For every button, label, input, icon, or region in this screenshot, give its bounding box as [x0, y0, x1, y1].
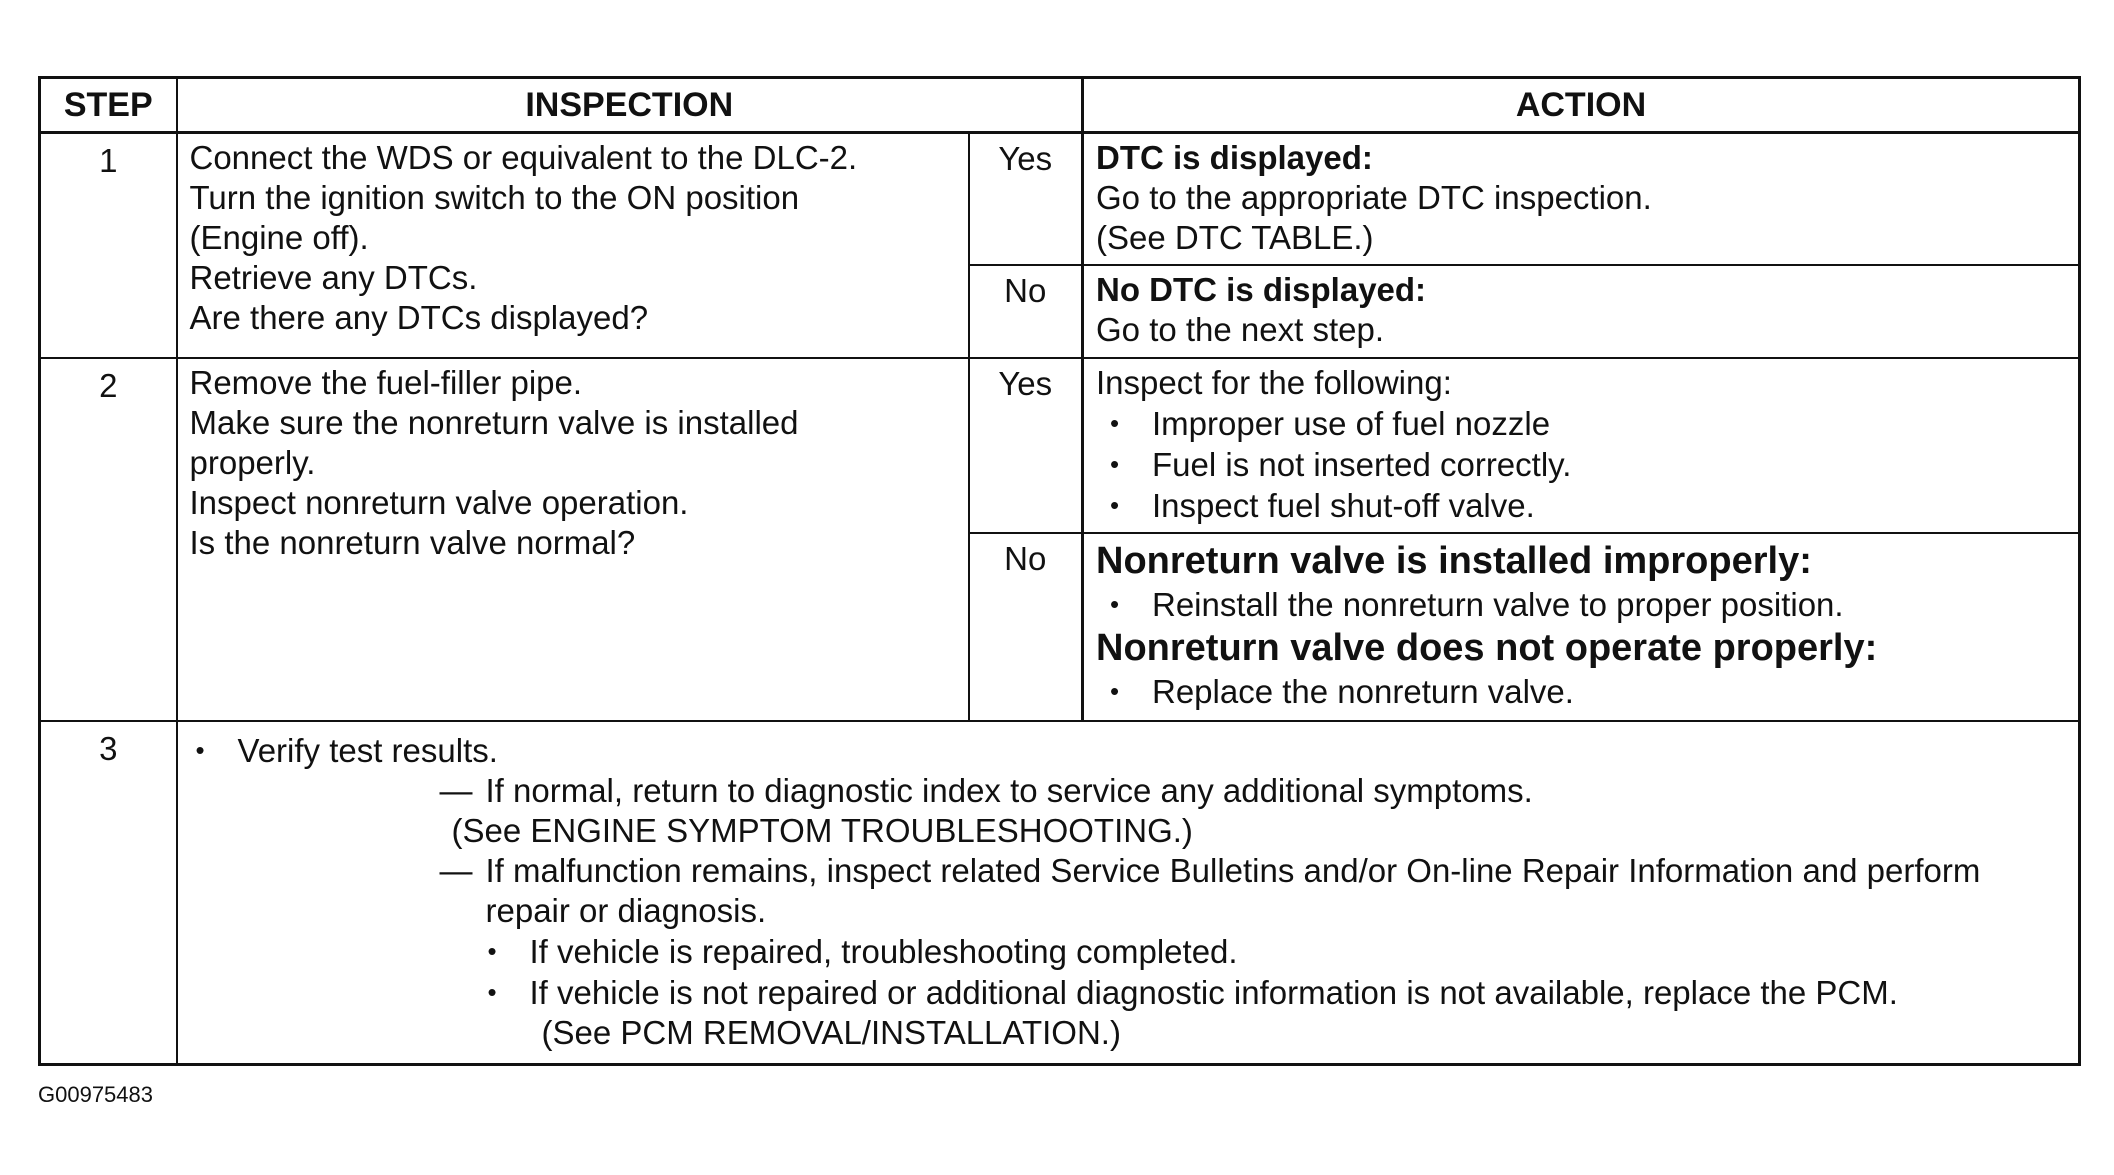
action-heading: Nonreturn valve does not operate properly: — [1096, 626, 1878, 669]
bullet-text: If vehicle is repaired, troubleshooting completed. — [529, 932, 1238, 970]
bullet-text: If vehicle is not repaired or additional diagnostic information is not available, replace the PCM. — [529, 973, 1898, 1011]
bullet-item — [1096, 485, 2068, 526]
bullet-icon: • — [1110, 588, 1120, 619]
dash-subline: (See ENGINE SYMPTOM TROUBLESHOOTING.) — [451, 811, 1193, 849]
bullet-icon: • — [487, 935, 497, 966]
bullet-item — [1096, 584, 2068, 625]
step-number: 1 — [40, 133, 177, 358]
bullet-icon: • — [195, 734, 205, 765]
dash-item — [196, 771, 2069, 811]
action-header: ACTION — [1083, 78, 2080, 133]
step-1-yes-action — [1083, 133, 2080, 265]
yes-label: Yes — [969, 358, 1083, 533]
yes-label: Yes — [969, 133, 1083, 265]
step-1-no-action — [1083, 265, 2080, 358]
step-2-inspection — [177, 358, 969, 721]
bullet-text: Fuel is not inserted correctly. — [1152, 445, 1572, 483]
bullet-item — [196, 730, 2069, 771]
header-row — [40, 78, 2080, 133]
figure-id: G00975483 — [38, 1082, 153, 1107]
step-2-no-action — [1083, 533, 2080, 721]
no-label: No — [969, 265, 1083, 358]
bullet-item — [1096, 671, 2068, 712]
inspection-line: Are there any DTCs displayed? — [189, 299, 649, 336]
sub-bullet-continuation: (See PCM REMOVAL/INSTALLATION.) — [541, 1013, 1121, 1051]
step-number: 2 — [40, 358, 177, 721]
inspection-line: Is the nonreturn valve normal? — [189, 523, 636, 561]
bullet-icon: • — [1110, 489, 1120, 520]
bullet-text: Replace the nonreturn valve. — [1152, 672, 1574, 710]
action-heading: DTC is displayed: — [1096, 139, 1373, 176]
dash-icon: — — [439, 771, 473, 809]
step-3-body — [177, 721, 2080, 1065]
bullet-text: Reinstall the nonreturn valve to proper position. — [1152, 585, 1844, 623]
dash-text: If normal, return to diagnostic index to service any additional symptoms. — [485, 771, 1533, 809]
dash-icon: — — [439, 851, 473, 889]
step-header: STEP — [40, 78, 177, 133]
step-1-yes-row — [40, 133, 2080, 265]
inspection-line: Inspect nonreturn valve operation. — [189, 483, 689, 521]
bullet-item — [1096, 403, 2068, 444]
bullet-text: Improper use of fuel nozzle — [1152, 404, 1551, 442]
bullet-icon: • — [1110, 407, 1120, 438]
sub-bullet-item — [196, 931, 2069, 972]
inspection-header: INSPECTION — [177, 78, 1083, 133]
inspection-line: properly. — [189, 443, 316, 481]
bullet-text: Inspect fuel shut-off valve. — [1152, 486, 1535, 524]
step-3-row — [40, 721, 2080, 1065]
inspection-line: Retrieve any DTCs. — [189, 259, 478, 296]
step-2-yes-action — [1083, 358, 2080, 533]
inspection-line: Turn the ignition switch to the ON position — [189, 179, 800, 216]
no-label: No — [969, 533, 1083, 721]
sub-bullet-item — [196, 972, 2069, 1013]
bullet-icon: • — [1110, 675, 1120, 706]
inspection-line: Make sure the nonreturn valve is installed — [189, 403, 799, 441]
bullet-item — [1096, 444, 2068, 485]
action-line: Go to the next step. — [1096, 310, 1385, 348]
step-2-yes-row — [40, 358, 2080, 533]
action-line: (See DTC TABLE.) — [1096, 219, 1374, 256]
step-number: 3 — [40, 721, 177, 1065]
dash-text: If malfunction remains, inspect related Service Bulletins and/or On-line Repair Information and perform repair or diagnosis. — [485, 851, 1981, 929]
inspection-line: Connect the WDS or equivalent to the DLC-2. — [189, 139, 858, 176]
inspection-line: (Engine off). — [189, 219, 369, 256]
bullet-icon: • — [1110, 448, 1120, 479]
action-heading: Nonreturn valve is installed improperly: — [1096, 539, 1812, 582]
diagnostic-table — [38, 76, 2081, 1066]
bullet-icon: • — [487, 976, 497, 1007]
dash-item — [196, 851, 2069, 931]
step-1-inspection — [177, 133, 969, 358]
bullet-text: Verify test results. — [237, 731, 498, 769]
action-heading: No DTC is displayed: — [1096, 270, 1427, 308]
action-intro: Inspect for the following: — [1096, 363, 1452, 401]
action-line: Go to the appropriate DTC inspection. — [1096, 179, 1652, 216]
inspection-line: Remove the fuel-filler pipe. — [189, 363, 583, 401]
